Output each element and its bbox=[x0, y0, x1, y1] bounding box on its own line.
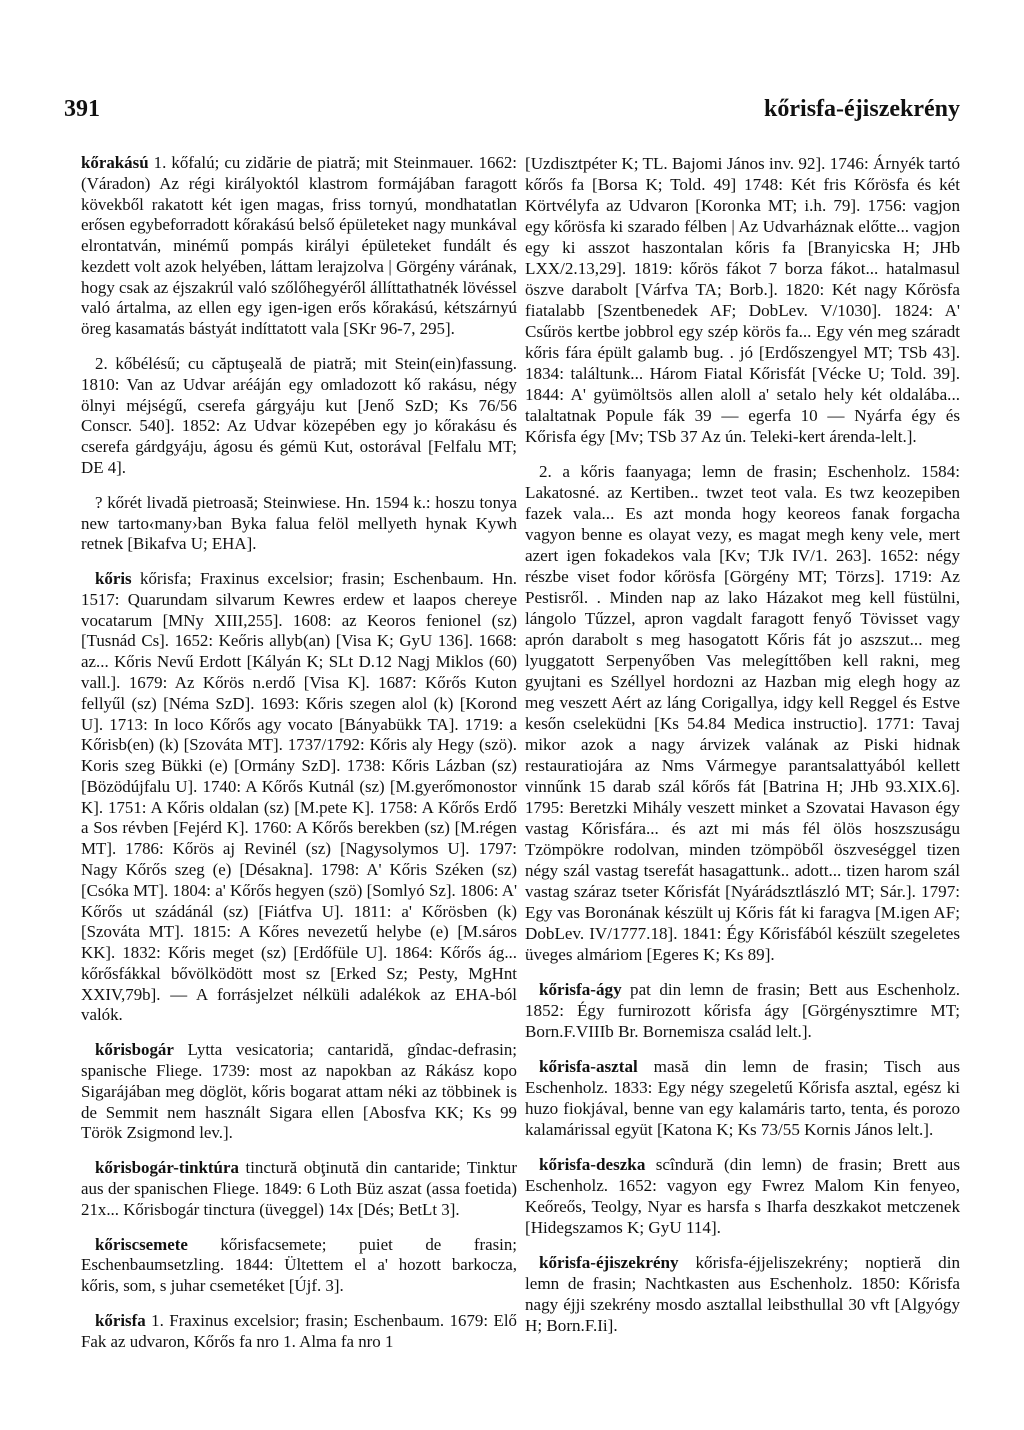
entry-body: 2. a kőris faanyaga; lemn de frasin; Eschenholz. 1584: Lakatosné. az Kertiben.. twzet teot vala. Es twz keozepiben fazek vala... Es azt monda hogy keoreos fanak forgacha vagyon benne es olayat vezy, es magat megh keny vele, mert azert igen fokadekos vala [Kv; TJk IV/1. 263]. 1652: négy részbe viset fodor kőrösfa [Görgény MT; Törzs]. 1719: Az Pestisről. . Minden nap az lako Házakot meg kell füstülni, lángolo Tűzzel, apron vagdalt faragott fenyő Tövisset vagy aprón darabolt s meg hasogatott Kőris fát jo aszszut... meg lyuggatott Serpenyőben Vas melegíttőben kell rakni, meg gyujtani es Széllyel hordozni az Hazban mig elegh hogy az meg veszett Aért az láng Corigallya, idgy kell Reggel és Estve kesőn cseleküdni [Ks 54.84 Medica instructio]. 1771: Tavaj mikor azok a nagy árvizek valának az Piski hidnak restauratiojára az Nms Vármegye parantsalattyából kellett vinnűnk 15 darab szál kőrős fát [Batrina H; JHb 93.XIX.6]. 1795: Beretzki Mihály veszett minket a Szovatai Havason égy vastag Kőrisfára... és azt mi más fél ölös hoszszuságu Tzömpökre rodolvan, minden tzömpöből öszveséggel tizen négy szál vastag tserefát hasagattunk.. adott... tizen harom szál vastag száraz tseter Kőrisfát [Nyárádsztlászló MT; Sár.]. 1797: Egy vas Boronának készült uj Kőris fát ki faragva [M.igen AF; DobLev. IV/1777.18]. 1841: Égy Kőrisfából készült szegeletes üveges almáriom [Egeres K; Ks 89]. bbox=[525, 462, 960, 964]
entry-body: pat din lemn de frasin; Bett aus Eschenholz. 1852: Égy furnirozott kőrisfa ágy [Görgénysztimre MT; Born.F.VIIIb Br. Bornemisza család lelt.]. bbox=[525, 980, 960, 1041]
left-column bbox=[81, 153, 517, 1366]
entry-headword: kőrisbogár-tinktúra bbox=[95, 1158, 239, 1178]
dictionary-entry bbox=[81, 493, 517, 555]
entry-body: 1. kőfalú; cu zidărie de piatră; mit Steinmauer. 1662: (Váradon) Az régi királyoktól klastrom formájában faragott kövekből rakatott két igen magas, friss tornyú, mondhatatlan erősen egybeforradott kőrakású belső épületeket nagy munkával elrontatván, minémű pompás királyi épületeket fundált és kezdett volt azok helyében, láttam lerajzolva | Görgény várának, hogy csak az éjszakrúl való szőlőhegyéről állíttathatnék lövéssel való ártalma, az ellen egy igen-igen erős kőrakású, kétszárnyú öreg kasamatás bástyát indíttatott vala [SKr 96-7, 295]. bbox=[81, 153, 517, 339]
entry-body: ? kőrét livadă pietroasă; Steinwiese. Hn. 1594 k.: hoszu tonya new tarto‹many›ban Byka falua felöl mellyeth hynak Kywh retnek [Bikafva U; EHA]. bbox=[81, 492, 517, 554]
dictionary-entry bbox=[81, 354, 517, 479]
dictionary-entry bbox=[81, 1158, 517, 1220]
entry-headword: kőrisfa-éjiszekrény bbox=[539, 1253, 679, 1272]
entry-headword: kőrisfa-deszka bbox=[539, 1155, 646, 1174]
dictionary-entry bbox=[525, 1056, 960, 1140]
right-column bbox=[525, 153, 960, 1350]
entry-headword: kőrakású bbox=[81, 153, 149, 172]
dictionary-entry bbox=[525, 1154, 960, 1238]
entry-body: tinctură obţinută din cantaride; Tinktur aus der spanischen Fliege. 1849: 6 Loth Büz aszat (assa foetida) 21x... Kőrisbogár tinctura (üveggel) 14x [Dés; BetLt 3]. bbox=[81, 1158, 517, 1219]
entry-headword: kőris bbox=[95, 569, 132, 589]
dictionary-entry bbox=[525, 1252, 960, 1336]
entry-headword: kőrisbogár bbox=[95, 1040, 174, 1060]
entry-body: kőrisfa; Fraxinus excelsior; frasin; Eschenbaum. Hn. 1517: Quarundam silvarum Kewres erdew et laapos chereye vocatarum [MNy XIII,255]. 1608: az Keoros fenionel (sz) [Tusnád Cs]. 1652: Keőris allyb(an) [Visa K; GyU 136]. 1668: az... Kőris Nevű Erdott [Kályán K; SLt D.12 Nagj Miklos (60) vall.]. 1679: Az Kőrös n.erdő [Visa K]. 1687: Kőrős Kuton fellyűl (sz) [Néma SzD]. 1693: Kőris szegen alol (k) [Korond U]. 1713: In loco Kőrős agy vocato [Bányabükk TA]. 1719: a Kőrisb(en) (k) [Szováta MT]. 1737/1792: Kőris aly Hegy (szö). Koris szeg Bükki (e) [Ormány SzD]. 1738: Kőris Lázban (sz) [Bözödújfalu U]. 1740: A Kőrős Kutnál (sz) [M.gyerőmonostor K]. 1751: A Kőris oldalan (sz) [M.pete K]. 1758: A Kőrős Erdő a Sos révben [Fejérd K]. 1760: A Kőrős berekben (sz) [M.régen MT]. 1786: Kőrös aj Revinél (sz) [Nagysolymos U]. 1797: Nagy Kőrős szeg (e) [Désakna]. 1798: A' Kőris Széken (sz) [Csóka MT]. 1804: a' Kőrős hegyen (szö) [Somlyó Sz]. 1806: A' Kőrős ut szádánál (sz) [Fiátfva U]. 1811: a' Kőrösben (k) [Szováta MT]. 1815: A Kőres nevezetű helybe (e) [M.sáros KK]. 1832: Kőris meget (sz) [Erdőfüle U]. 1864: Kőrős ág... kőrősfákkal bővölködött most sz [Erked Sz; Pesty, MgHnt XXIV,79b]. — A forrásjelzet nélküli adalékok az EHA-ból valók. bbox=[81, 569, 517, 1025]
dictionary-entry bbox=[81, 1311, 517, 1353]
entry-headword: kőrisfa-asztal bbox=[539, 1057, 638, 1076]
entry-body: 1. Fraxinus excelsior; frasin; Eschenbaum. 1679: Elő Fak az udvaron, Kőrős fa nro 1. Alma fa nro 1 bbox=[81, 1310, 517, 1351]
dictionary-entry bbox=[81, 569, 517, 1026]
entry-body: kőrisfacsemete; puiet de frasin; Eschenbaumsetzling. 1844: Ültettem el a' hozott barkocza, kőris, som, s juhar csemetéket [Újf. 3]. bbox=[81, 1234, 517, 1296]
entry-body: 2. kőbélésű; cu căptuşeală de piatră; mit Stein(ein)fassung. 1810: Van az Udvar aréáján egy omladozott kő rakásu, négy ölnyi méjségű, cserefa gárgyáju kut [Jenő SzD; Ks 76/56 Conscr. 540]. 1852: Az Udvar közepében egy jo kőrakásu és cserefa gárdgyáju, ágosu és gémü Kut, ostorával [Felfalu MT; DE 4]. bbox=[81, 354, 517, 477]
dictionary-entry bbox=[525, 153, 960, 447]
entry-headword: kőrisfa bbox=[95, 1310, 146, 1330]
dictionary-entry bbox=[81, 153, 517, 340]
page-header bbox=[64, 96, 960, 130]
entry-headword: kőriscsemete bbox=[95, 1234, 188, 1254]
dictionary-entry bbox=[525, 461, 960, 965]
entry-body: Lytta vesicatoria; cantaridă, gîndac-defrasin; spanische Fliege. 1739: most az napokban az Rákász kopo Sigarájában meg döglöt, kőris bogarat attam néki az többinek is de Semmit nem használt Sigara ellen [Abosfva KK; Ks 99 Török Zsigmond lev.]. bbox=[81, 1040, 517, 1143]
entry-body: kőrisfa-éjjeliszekrény; noptieră din lemn de frasin; Nachtkasten aus Eschenholz. 1850: Kőrisfa nagy éjji szekrény mosdo asztallal leibsthullal 30 vft [Algyógy H; Born.F.Ii]. bbox=[525, 1253, 960, 1335]
entry-body: [Uzdisztpéter K; TL. Bajomi János inv. 92]. 1746: Árnyék tartó kőrős fa [Borsa K; Told. 49] 1748: Két fris Kőrösfa és két Körtvélyfa az Udvaron [Koronka MT; i.h. 79]. 1756: vagjon egy kőrösfa ki szarado félben | Az Udvarháznak előtte... vagjon egy ki asszot haszontalan kőris fa [Branyicska H; JHb LXX/2.13,29]. 1819: kőrös fákot 7 borza fákot... hatalmasul öszve darabolt [Várfva TA; Borb.]. 1820: Két nagy Kőrösfa fiatalabb [Szentbenedek AF; DobLev. V/1030]. 1824: A' Csűrös kertbe jobbrol egy szép körös fa... Egy vén meg száradt kőris fára épült galamb bug. . jó [Erdőszengyel MT; TSb 43]. 1834: találtunk... Három Fiatal Kőrisfát [Vécke U; Told. 39]. 1844: A' gyümöltsös allen aloll a' setalo hely két oldalába... talaltatnak Popule fák 39 — egerfa 10 — Nyárfa égy és Kőrisfa égy [Mv; TSb 37 Az ún. Teleki-kert árenda-lelt.]. bbox=[525, 154, 960, 446]
entry-body: masă din lemn de frasin; Tisch aus Eschenholz. 1833: Egy négy szegeletű Kőrisfa asztal, egész ki huzo fiokjával, benne van egy kalamáris tarto, tenta, és porozo kalamárissal együt [Katona K; Ks 73/55 Kornis János lelt.]. bbox=[525, 1057, 960, 1139]
running-head: kőrisfa-éjiszekrény bbox=[764, 96, 960, 122]
page-number: 391 bbox=[64, 96, 100, 122]
dictionary-entry bbox=[525, 979, 960, 1042]
entry-body: scîndură (din lemn) de frasin; Brett aus Eschenholz. 1652: vagyon egy Fwrez Malom Kin fenyeo, Keőreős, Teolgy, Nyar es harsfa s Iharfa deszkakot metczenek [Hidegszamos K; GyU 114]. bbox=[525, 1155, 960, 1237]
dictionary-entry bbox=[81, 1235, 517, 1297]
entry-headword: kőrisfa-ágy bbox=[539, 980, 622, 999]
dictionary-entry bbox=[81, 1040, 517, 1144]
